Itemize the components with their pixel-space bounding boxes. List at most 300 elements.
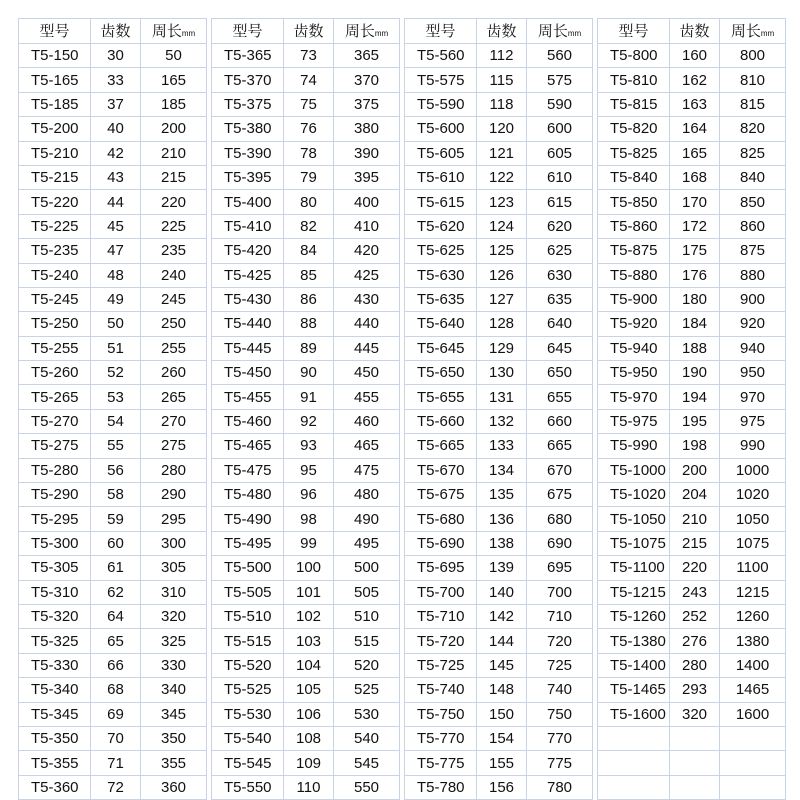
table-row — [212, 312, 400, 336]
teeth-cell: 148 — [477, 678, 527, 702]
header-teeth: 齿数 — [91, 19, 141, 44]
table-row — [598, 165, 786, 189]
teeth-cell: 84 — [284, 239, 334, 263]
model-cell: T5-370 — [212, 68, 284, 92]
model-cell: T5-540 — [212, 726, 284, 750]
spec-table-4 — [597, 18, 786, 800]
teeth-cell: 60 — [91, 531, 141, 555]
teeth-cell: 42 — [91, 141, 141, 165]
perimeter-cell: 940 — [720, 336, 786, 360]
model-cell: T5-530 — [212, 702, 284, 726]
spec-table-3 — [404, 18, 593, 800]
model-cell: T5-600 — [405, 117, 477, 141]
table-body-2 — [212, 44, 400, 800]
teeth-cell: 138 — [477, 531, 527, 555]
perimeter-cell: 670 — [527, 458, 593, 482]
model-cell — [598, 726, 670, 750]
table-row — [598, 92, 786, 116]
perimeter-cell: 440 — [334, 312, 400, 336]
table-row — [405, 653, 593, 677]
table-row — [19, 775, 207, 799]
teeth-cell: 130 — [477, 361, 527, 385]
model-cell: T5-445 — [212, 336, 284, 360]
header-row — [405, 19, 593, 44]
teeth-cell: 293 — [670, 678, 720, 702]
table-row — [19, 336, 207, 360]
perimeter-cell: 550 — [334, 775, 400, 799]
teeth-cell: 120 — [477, 117, 527, 141]
table-row — [19, 117, 207, 141]
perimeter-cell: 540 — [334, 726, 400, 750]
table-row — [405, 458, 593, 482]
teeth-cell: 162 — [670, 68, 720, 92]
table-row — [598, 239, 786, 263]
table-row — [405, 92, 593, 116]
table-row — [19, 409, 207, 433]
teeth-cell: 124 — [477, 214, 527, 238]
model-cell: T5-840 — [598, 165, 670, 189]
teeth-cell: 61 — [91, 556, 141, 580]
spec-table-1 — [18, 18, 207, 800]
teeth-cell: 276 — [670, 629, 720, 653]
teeth-cell — [670, 726, 720, 750]
header-row — [19, 19, 207, 44]
table-row — [19, 483, 207, 507]
model-cell: T5-510 — [212, 604, 284, 628]
header-teeth: 齿数 — [477, 19, 527, 44]
table-row — [405, 726, 593, 750]
model-cell: T5-825 — [598, 141, 670, 165]
teeth-cell: 98 — [284, 507, 334, 531]
table-row — [19, 604, 207, 628]
table-row — [598, 775, 786, 799]
teeth-cell: 129 — [477, 336, 527, 360]
table-row — [598, 604, 786, 628]
model-cell: T5-220 — [19, 190, 91, 214]
table-body-4 — [598, 44, 786, 800]
teeth-cell: 96 — [284, 483, 334, 507]
perimeter-cell: 1000 — [720, 458, 786, 482]
model-cell: T5-310 — [19, 580, 91, 604]
model-cell: T5-440 — [212, 312, 284, 336]
table-row — [19, 287, 207, 311]
table-row — [212, 775, 400, 799]
perimeter-cell: 325 — [141, 629, 207, 653]
perimeter-cell: 1050 — [720, 507, 786, 531]
model-cell: T5-615 — [405, 190, 477, 214]
teeth-cell: 184 — [670, 312, 720, 336]
model-cell: T5-410 — [212, 214, 284, 238]
perimeter-cell: 500 — [334, 556, 400, 580]
table-row — [405, 409, 593, 433]
teeth-cell: 134 — [477, 458, 527, 482]
model-cell: T5-750 — [405, 702, 477, 726]
perimeter-cell: 245 — [141, 287, 207, 311]
table-row — [405, 165, 593, 189]
table-block-3 — [404, 18, 591, 800]
table-row — [19, 434, 207, 458]
perimeter-cell: 365 — [334, 44, 400, 68]
header-model: 型号 — [212, 19, 284, 44]
table-row — [405, 190, 593, 214]
teeth-cell: 30 — [91, 44, 141, 68]
model-cell: T5-340 — [19, 678, 91, 702]
teeth-cell: 74 — [284, 68, 334, 92]
table-row — [212, 92, 400, 116]
table-row — [19, 653, 207, 677]
table-row — [19, 531, 207, 555]
teeth-cell: 132 — [477, 409, 527, 433]
table-row — [598, 263, 786, 287]
table-row — [19, 190, 207, 214]
model-cell: T5-490 — [212, 507, 284, 531]
table-row — [19, 68, 207, 92]
model-cell: T5-860 — [598, 214, 670, 238]
model-cell: T5-1400 — [598, 653, 670, 677]
table-row — [212, 165, 400, 189]
perimeter-cell: 615 — [527, 190, 593, 214]
model-cell: T5-605 — [405, 141, 477, 165]
perimeter-cell: 400 — [334, 190, 400, 214]
model-cell: T5-640 — [405, 312, 477, 336]
teeth-cell: 168 — [670, 165, 720, 189]
teeth-cell: 190 — [670, 361, 720, 385]
model-cell: T5-900 — [598, 287, 670, 311]
model-cell: T5-395 — [212, 165, 284, 189]
table-row — [405, 68, 593, 92]
teeth-cell: 115 — [477, 68, 527, 92]
perimeter-cell: 860 — [720, 214, 786, 238]
teeth-cell: 164 — [670, 117, 720, 141]
perimeter-cell: 235 — [141, 239, 207, 263]
model-cell: T5-610 — [405, 165, 477, 189]
perimeter-cell: 410 — [334, 214, 400, 238]
perimeter-cell: 975 — [720, 409, 786, 433]
perimeter-cell: 680 — [527, 507, 593, 531]
table-row — [19, 92, 207, 116]
perimeter-cell — [720, 751, 786, 775]
perimeter-cell: 880 — [720, 263, 786, 287]
teeth-cell: 128 — [477, 312, 527, 336]
perimeter-cell: 990 — [720, 434, 786, 458]
perimeter-cell: 390 — [334, 141, 400, 165]
teeth-cell: 176 — [670, 263, 720, 287]
teeth-cell: 64 — [91, 604, 141, 628]
model-cell: T5-695 — [405, 556, 477, 580]
teeth-cell: 243 — [670, 580, 720, 604]
table-row — [212, 361, 400, 385]
model-cell: T5-665 — [405, 434, 477, 458]
teeth-cell: 133 — [477, 434, 527, 458]
model-cell: T5-800 — [598, 44, 670, 68]
perimeter-cell: 590 — [527, 92, 593, 116]
perimeter-cell: 295 — [141, 507, 207, 531]
model-cell: T5-460 — [212, 409, 284, 433]
header-model: 型号 — [19, 19, 91, 44]
table-row — [212, 726, 400, 750]
table-row — [598, 702, 786, 726]
table-row — [598, 751, 786, 775]
header-perimeter — [720, 19, 786, 44]
table-row — [405, 434, 593, 458]
teeth-cell: 188 — [670, 336, 720, 360]
perimeter-cell: 515 — [334, 629, 400, 653]
teeth-cell: 56 — [91, 458, 141, 482]
perimeter-cell: 675 — [527, 483, 593, 507]
teeth-cell: 121 — [477, 141, 527, 165]
model-cell: T5-770 — [405, 726, 477, 750]
teeth-cell: 204 — [670, 483, 720, 507]
perimeter-cell: 840 — [720, 165, 786, 189]
table-row — [19, 165, 207, 189]
model-cell: T5-725 — [405, 653, 477, 677]
model-cell: T5-920 — [598, 312, 670, 336]
table-row — [598, 287, 786, 311]
table-row — [19, 678, 207, 702]
perimeter-cell: 1215 — [720, 580, 786, 604]
table-row — [405, 604, 593, 628]
teeth-cell: 43 — [91, 165, 141, 189]
table-row — [19, 507, 207, 531]
teeth-cell: 72 — [91, 775, 141, 799]
header-perimeter-label: 周长 — [151, 22, 182, 40]
teeth-cell: 78 — [284, 141, 334, 165]
teeth-cell: 66 — [91, 653, 141, 677]
perimeter-cell: 700 — [527, 580, 593, 604]
teeth-cell: 55 — [91, 434, 141, 458]
model-cell: T5-1465 — [598, 678, 670, 702]
model-cell: T5-450 — [212, 361, 284, 385]
teeth-cell: 95 — [284, 458, 334, 482]
perimeter-cell: 305 — [141, 556, 207, 580]
perimeter-cell: 520 — [334, 653, 400, 677]
model-cell: T5-550 — [212, 775, 284, 799]
teeth-cell: 92 — [284, 409, 334, 433]
perimeter-cell: 635 — [527, 287, 593, 311]
teeth-cell: 58 — [91, 483, 141, 507]
perimeter-cell: 875 — [720, 239, 786, 263]
perimeter-cell: 370 — [334, 68, 400, 92]
teeth-cell: 106 — [284, 702, 334, 726]
teeth-cell: 126 — [477, 263, 527, 287]
teeth-cell: 136 — [477, 507, 527, 531]
teeth-cell: 125 — [477, 239, 527, 263]
teeth-cell: 40 — [91, 117, 141, 141]
model-cell: T5-240 — [19, 263, 91, 287]
model-cell: T5-625 — [405, 239, 477, 263]
table-row — [212, 68, 400, 92]
teeth-cell: 80 — [284, 190, 334, 214]
teeth-cell: 69 — [91, 702, 141, 726]
teeth-cell: 127 — [477, 287, 527, 311]
model-cell: T5-940 — [598, 336, 670, 360]
header-row — [598, 19, 786, 44]
header-model: 型号 — [405, 19, 477, 44]
model-cell: T5-350 — [19, 726, 91, 750]
perimeter-cell: 240 — [141, 263, 207, 287]
perimeter-cell: 725 — [527, 653, 593, 677]
table-row — [19, 44, 207, 68]
perimeter-cell: 530 — [334, 702, 400, 726]
table-row — [212, 702, 400, 726]
table-row — [212, 556, 400, 580]
model-cell: T5-245 — [19, 287, 91, 311]
model-cell: T5-275 — [19, 434, 91, 458]
teeth-cell: 71 — [91, 751, 141, 775]
perimeter-cell: 270 — [141, 409, 207, 433]
header-unit: mm — [181, 28, 196, 38]
teeth-cell: 104 — [284, 653, 334, 677]
model-cell: T5-420 — [212, 239, 284, 263]
perimeter-cell: 600 — [527, 117, 593, 141]
perimeter-cell — [720, 775, 786, 799]
model-cell: T5-720 — [405, 629, 477, 653]
perimeter-cell: 340 — [141, 678, 207, 702]
table-row — [212, 678, 400, 702]
perimeter-cell: 345 — [141, 702, 207, 726]
model-cell: T5-1600 — [598, 702, 670, 726]
table-row — [598, 336, 786, 360]
perimeter-cell: 970 — [720, 385, 786, 409]
teeth-cell: 220 — [670, 556, 720, 580]
table-row — [19, 263, 207, 287]
table-row — [405, 263, 593, 287]
perimeter-cell: 815 — [720, 92, 786, 116]
perimeter-cell: 775 — [527, 751, 593, 775]
model-cell: T5-710 — [405, 604, 477, 628]
perimeter-cell: 660 — [527, 409, 593, 433]
table-body-3 — [405, 44, 593, 800]
perimeter-cell: 200 — [141, 117, 207, 141]
perimeter-cell: 350 — [141, 726, 207, 750]
table-row — [19, 458, 207, 482]
teeth-cell: 140 — [477, 580, 527, 604]
table-row — [598, 580, 786, 604]
table-row — [405, 239, 593, 263]
model-cell: T5-465 — [212, 434, 284, 458]
table-row — [212, 117, 400, 141]
perimeter-cell: 280 — [141, 458, 207, 482]
model-cell: T5-215 — [19, 165, 91, 189]
model-cell: T5-300 — [19, 531, 91, 555]
model-cell: T5-680 — [405, 507, 477, 531]
model-cell: T5-455 — [212, 385, 284, 409]
header-perimeter — [527, 19, 593, 44]
model-cell: T5-520 — [212, 653, 284, 677]
teeth-cell: 73 — [284, 44, 334, 68]
header-perimeter — [141, 19, 207, 44]
header-teeth: 齿数 — [284, 19, 334, 44]
model-cell: T5-545 — [212, 751, 284, 775]
teeth-cell: 160 — [670, 44, 720, 68]
model-cell: T5-320 — [19, 604, 91, 628]
model-cell: T5-495 — [212, 531, 284, 555]
table-row — [598, 458, 786, 482]
model-cell — [598, 775, 670, 799]
table-row — [19, 239, 207, 263]
table-row — [405, 702, 593, 726]
teeth-cell: 102 — [284, 604, 334, 628]
header-unit: mm — [760, 28, 775, 38]
model-cell: T5-500 — [212, 556, 284, 580]
header-row — [212, 19, 400, 44]
teeth-cell: 118 — [477, 92, 527, 116]
perimeter-cell: 560 — [527, 44, 593, 68]
table-row — [212, 434, 400, 458]
teeth-cell: 100 — [284, 556, 334, 580]
table-row — [212, 239, 400, 263]
teeth-cell: 180 — [670, 287, 720, 311]
table-row — [19, 629, 207, 653]
header-perimeter — [334, 19, 400, 44]
perimeter-cell: 395 — [334, 165, 400, 189]
perimeter-cell: 695 — [527, 556, 593, 580]
model-cell: T5-635 — [405, 287, 477, 311]
model-cell: T5-810 — [598, 68, 670, 92]
model-cell: T5-1000 — [598, 458, 670, 482]
table-row — [212, 287, 400, 311]
table-row — [598, 483, 786, 507]
model-cell: T5-650 — [405, 361, 477, 385]
perimeter-cell: 900 — [720, 287, 786, 311]
perimeter-cell: 450 — [334, 361, 400, 385]
perimeter-cell: 1100 — [720, 556, 786, 580]
perimeter-cell: 665 — [527, 434, 593, 458]
table-row — [19, 214, 207, 238]
model-cell: T5-775 — [405, 751, 477, 775]
header-perimeter-label: 周长 — [730, 22, 761, 40]
perimeter-cell: 215 — [141, 165, 207, 189]
perimeter-cell: 455 — [334, 385, 400, 409]
perimeter-cell: 820 — [720, 117, 786, 141]
model-cell: T5-1100 — [598, 556, 670, 580]
teeth-cell: 47 — [91, 239, 141, 263]
table-row — [598, 385, 786, 409]
model-cell: T5-660 — [405, 409, 477, 433]
perimeter-cell: 330 — [141, 653, 207, 677]
perimeter-cell: 320 — [141, 604, 207, 628]
teeth-cell: 210 — [670, 507, 720, 531]
model-cell: T5-365 — [212, 44, 284, 68]
teeth-cell: 33 — [91, 68, 141, 92]
teeth-cell: 49 — [91, 287, 141, 311]
table-row — [598, 531, 786, 555]
table-row — [405, 44, 593, 68]
perimeter-cell: 360 — [141, 775, 207, 799]
table-row — [212, 751, 400, 775]
model-cell: T5-250 — [19, 312, 91, 336]
model-cell: T5-820 — [598, 117, 670, 141]
perimeter-cell: 810 — [720, 68, 786, 92]
table-row — [212, 409, 400, 433]
model-cell: T5-260 — [19, 361, 91, 385]
model-cell: T5-1260 — [598, 604, 670, 628]
perimeter-cell: 510 — [334, 604, 400, 628]
teeth-cell: 89 — [284, 336, 334, 360]
perimeter-cell: 710 — [527, 604, 593, 628]
perimeter-cell: 50 — [141, 44, 207, 68]
table-row — [212, 580, 400, 604]
teeth-cell: 82 — [284, 214, 334, 238]
perimeter-cell — [720, 726, 786, 750]
perimeter-cell: 610 — [527, 165, 593, 189]
perimeter-cell: 1400 — [720, 653, 786, 677]
table-row — [212, 458, 400, 482]
table-row — [405, 141, 593, 165]
model-cell: T5-290 — [19, 483, 91, 507]
model-cell: T5-355 — [19, 751, 91, 775]
perimeter-cell: 430 — [334, 287, 400, 311]
